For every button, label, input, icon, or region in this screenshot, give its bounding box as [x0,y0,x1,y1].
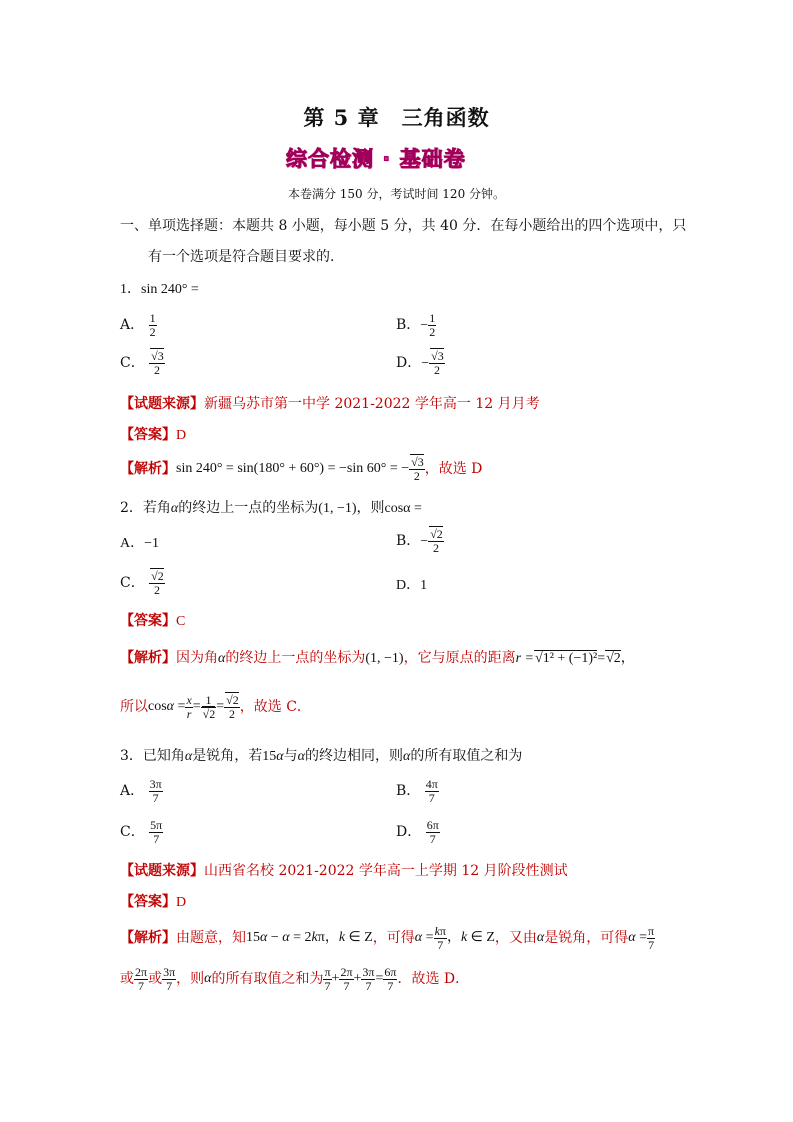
stem-part: 的终边相同，则 [305,748,403,764]
radius-symbol: r = [515,651,534,666]
denominator: 2 [149,324,156,339]
q2-option-d [396,579,427,593]
fraction: $\frac{2\pi}{7}$ [135,965,148,993]
section-heading: 一、单项选择题：本题共 8 小题，每小题 5 分，共 40 分．在每小题给出的四个选项中，只 [120,218,687,234]
q2-option-c [120,570,165,596]
numerator: √ 3 [430,348,444,363]
analysis-part: 是锐角，可得 [544,930,629,947]
option-label: B． [396,533,421,550]
q2-option-b: B．− √ $\frac{2}{2}$ [396,528,444,554]
denominator: 2 [433,362,440,377]
answer-value: D [176,428,187,443]
fraction: $\frac{k\pi}{7}$ [434,924,446,952]
numerator: 1 [429,311,436,325]
numerator: √ 2 [150,568,164,583]
denominator: 7 [153,831,160,846]
fraction: $\frac{\pi}{7}$ [324,965,331,993]
option-label: C． [120,824,145,841]
answer-value: D [176,895,187,910]
fraction [425,778,439,804]
source-label: 【试题来源】 [120,396,204,412]
analysis-part: ，它与原点的距离 [403,650,516,666]
analysis-tail: ．故选 D． [397,971,470,988]
analysis-part: ，则 [176,971,205,988]
analysis-label: 【解析】 [120,461,176,478]
fraction: $\frac{3\pi}{7}$ [362,965,375,993]
answer-label: 【答案】 [120,894,176,910]
fraction [429,350,445,376]
fraction [149,778,163,804]
fraction: $\frac{2\pi}{7}$ [340,965,353,993]
stem-part: 的终边上一点的坐标为 [178,500,319,516]
fraction [149,819,163,845]
analysis-part: ，又由 [494,930,537,947]
denominator: 2 [153,362,160,377]
q1-option-d: D．− √ $\frac{3}{2}$ [396,350,445,376]
analysis-label: 【解析】 [120,930,176,947]
denominator: 2 [153,582,160,597]
q2-answer [120,614,185,629]
numerator: 6π [426,818,439,832]
option-value: −1 [144,536,160,551]
numerator: 1 [149,311,156,325]
analysis-expression: sin 240° = sin(180° + 60°) = −sin 60° = − [176,461,410,477]
answer-label: 【答案】 [120,613,176,629]
root-expression: √ 1² + (−1)² [534,650,597,666]
option-label: C． [120,355,145,372]
fraction [428,528,444,554]
stem-part: ，则 [356,500,385,516]
numerator: √ 3 [150,348,164,363]
fraction: $\frac{3\pi}{7}$ [163,965,176,993]
denominator: 7 [429,831,436,846]
option-label: B． [396,783,421,800]
q1-answer [120,428,186,443]
q1-analysis [120,456,482,482]
stem-part: 3．已知角 [120,748,185,764]
option-label: A． [120,317,145,334]
fraction [149,312,157,338]
fraction: 1 √ 2 [201,694,217,720]
answer-label: 【答案】 [120,427,176,443]
source-text: 新疆乌苏市第一中学 2021-2022 学年高一 12 月月考 [204,396,540,412]
option-label: D． [396,578,421,593]
fraction [149,350,165,376]
numerator: 3π [149,777,162,791]
page-title: 第 5 章 三角函数 [303,105,490,130]
analysis-part: ，可得 [372,930,415,947]
numerator: √ 2 [429,526,443,541]
option-label: A． [120,783,145,800]
stem-part: 是锐角，若 [192,748,263,764]
banner-text: 综合检测 · 基础卷 [286,146,466,171]
q2-analysis-line2: 所以 cosα = $\frac{x}{r}$ = 1 √ 2 = √ $\frac{2}{2}$ ，故选 C． [120,694,311,720]
analysis-label: 【解析】 [120,650,176,666]
denominator: 2 [413,468,420,483]
numerator: √ 3 [410,454,424,469]
q1-option-b: B．− $\frac{1}{2}$ [396,311,436,339]
analysis-part: 因为角 [176,650,218,666]
equals: = [597,651,606,666]
option-value: 1 [420,578,428,593]
option-label: B． [396,317,421,334]
numerator: 5π [150,818,163,832]
stem-part: 2．若角 [120,500,171,516]
stem-part: cosα = [384,501,422,516]
q2-stem: 2．若角α的终边上一点的坐标为(1, −1)，则cosα = [120,500,422,516]
exam-note: 本卷满分 150 分，考试时间 120 分钟。 [287,187,506,201]
fraction: $\frac{\pi}{7}$ [648,924,655,952]
analysis-part: 由题意，知 [176,930,246,947]
q1-stem: 1．sin 240° = [120,282,199,297]
analysis-tail: ，故选 C． [239,699,311,716]
analysis-tail: ，故选 D [424,461,483,478]
analysis-part: 的所有取值之和为 [211,971,324,988]
q3-analysis-line2: 或 $\frac{2\pi}{7}$ 或 $\frac{3\pi}{7}$ ，则 α 的所有取值之和为 $\frac{\pi}{7}$ + $\frac{2\pi}{7}$ + $\frac{3\pi}{7}$ = $\frac{6\pi}{7}$ ．故选 D． [120,965,470,993]
denominator: 7 [152,790,159,805]
q1-option-a [120,312,157,338]
q2-analysis-line1: 【解析】因为角α的终边上一点的坐标为(1, −1)，它与原点的距离r =√ 1² + (−1)²=√ 2， [120,651,635,666]
fraction: $\frac{6\pi}{7}$ [384,965,397,993]
answer-value: C [176,614,186,629]
denominator: 2 [429,324,436,339]
analysis-part: 或 [148,971,163,988]
q1-option-c [120,350,165,376]
root-expression: √ 2 [605,650,621,666]
q3-option-a [120,778,163,804]
analysis-part: 的终边上一点的坐标为 [225,650,366,666]
q3-answer [120,895,186,910]
analysis-part: 或 [120,971,134,988]
q3-stem: 3．已知角α是锐角，若15α与α的终边相同，则α的所有取值之和为 [120,748,523,764]
fraction [149,570,165,596]
analysis-part: 所以 [120,699,148,716]
q2-option-a [120,537,159,551]
q3-option-d [396,819,440,845]
comma: ， [620,650,635,666]
fraction: √ $\frac{2}{2}$ [224,694,240,720]
option-label: C． [120,575,145,592]
source-text: 山西省名校 2021-2022 学年高一上学期 12 月阶段性测试 [204,863,568,879]
fraction [428,312,436,338]
q3-option-b [396,778,439,804]
fraction [426,819,440,845]
option-label: A． [120,536,145,551]
section-heading-cont: 有一个选项是符合题目要求的． [148,249,344,265]
fraction: $\frac{x}{r}$ [186,693,192,721]
q3-option-c [120,819,163,845]
q1-source [120,397,540,411]
coordinate: (1, −1) [318,501,357,516]
coordinate: (1, −1) [365,651,404,666]
source-label: 【试题来源】 [120,863,204,879]
q3-analysis-line1: 【解析】 由题意，知 15α − α = 2kπ，k ∈ Z ，可得 α = $\frac{k\pi}{7}$ ，k ∈ Z ，又由 α 是锐角，可得 α = $\frac{\pi}{7}$ [120,924,655,952]
numerator: 4π [425,777,438,791]
option-label: D． [396,355,422,372]
q3-source [120,864,568,878]
option-label: D． [396,824,422,841]
denominator: 7 [428,790,435,805]
denominator: 2 [433,540,439,555]
fraction [409,456,425,482]
stem-part: 与 [283,748,298,764]
stem-part: 的所有取值之和为 [410,748,523,764]
banner [286,145,466,173]
